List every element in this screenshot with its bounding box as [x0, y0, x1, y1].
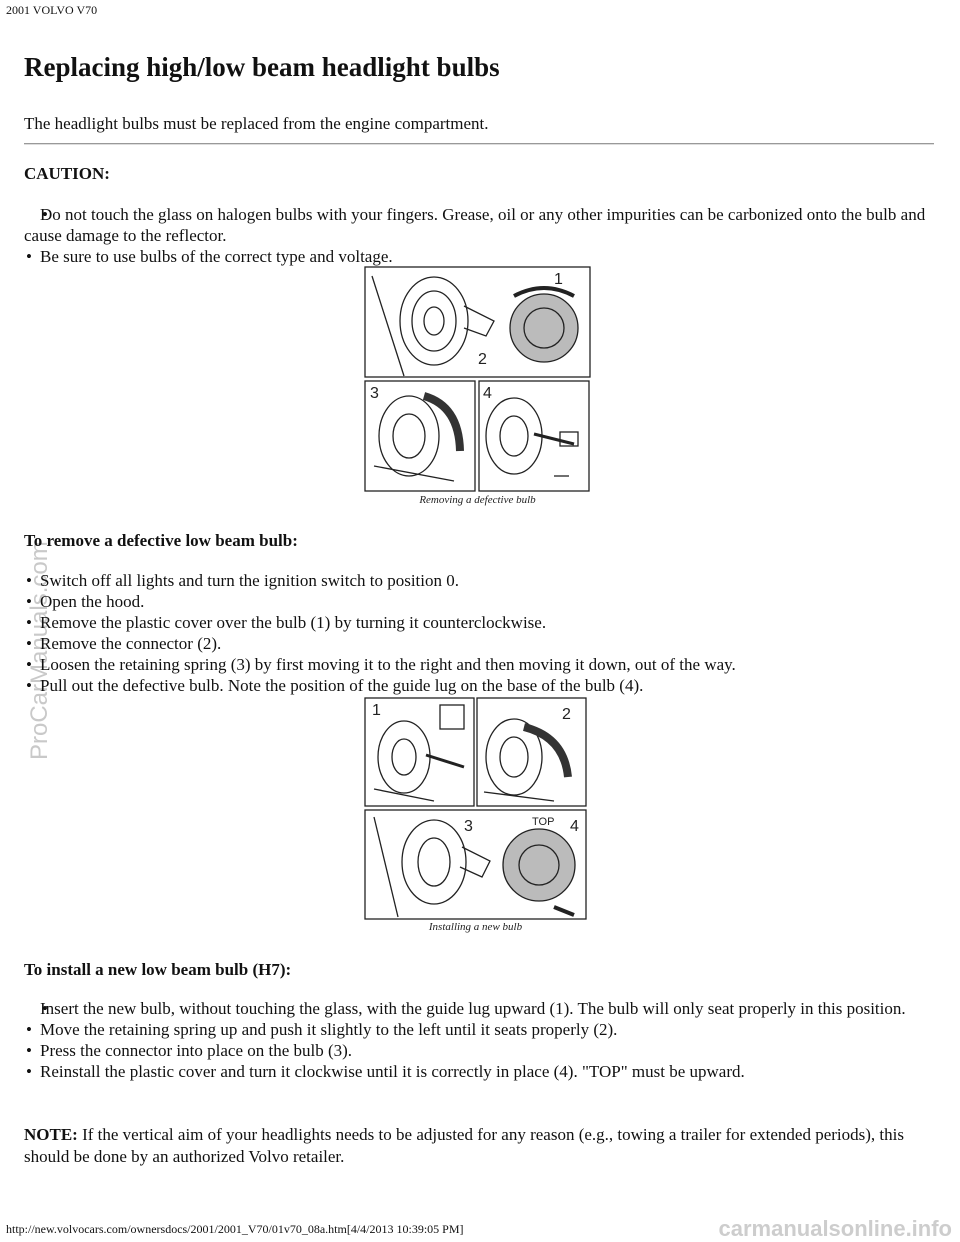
page-footer-url: http://new.volvocars.com/ownersdocs/2001/2001_V70/01v70_08a.htm[4/4/2013 10:39:05 PM]	[6, 1222, 464, 1236]
fig1-label-3: 3	[370, 385, 379, 402]
fig2-label-2: 2	[562, 706, 571, 723]
caution-heading: CAUTION:	[24, 164, 110, 183]
list-item: • Loosen the retaining spring (3) by first moving it to the right and then moving it down, out of the way.	[24, 654, 936, 675]
fig2-label-4: 4	[570, 818, 579, 835]
list-item: • Be sure to use bulbs of the correct type and voltage.	[24, 246, 936, 267]
figure-removing-bulb	[364, 266, 591, 506]
list-item: • Reinstall the plastic cover and turn it clockwise until it is correctly in place (4). "TOP" must be upward.	[24, 1061, 936, 1082]
fig1-label-1: 1	[554, 271, 563, 288]
remove-list	[24, 570, 936, 696]
list-item: • Remove the plastic cover over the bulb (1) by turning it counterclockwise.	[24, 612, 936, 633]
note-text: If the vertical aim of your headlights needs to be adjusted for any reason (e.g., towing a trailer for extended periods), this should be done by an authorized Volvo retailer.	[24, 1125, 904, 1166]
side-watermark: ProCarManuals.com	[26, 541, 53, 760]
install-illustration	[364, 697, 587, 921]
list-item: • Pull out the defective bulb. Note the position of the guide lug on the base of the bulb (4).	[24, 675, 936, 696]
list-item: • Insert the new bulb, without touching the glass, with the guide lug upward (1). The bulb will only seat properly in this position.	[24, 998, 936, 1019]
remove-heading: To remove a defective low beam bulb:	[24, 531, 298, 550]
fig2-label-1: 1	[372, 702, 381, 719]
fig2-top-label: TOP	[532, 816, 555, 828]
list-item: • Do not touch the glass on halogen bulbs with your fingers. Grease, oil or any other impurities can be carbonized onto the bulb and cause damage to the reflector.	[24, 204, 936, 246]
install-heading: To install a new low beam bulb (H7):	[24, 960, 292, 979]
intro-text: The headlight bulbs must be replaced from the engine compartment.	[24, 114, 489, 133]
note-paragraph	[24, 1124, 924, 1168]
list-item: • Remove the connector (2).	[24, 633, 936, 654]
corner-watermark: carmanualsonline.info	[718, 1216, 952, 1241]
figure-installing-bulb	[364, 697, 587, 933]
fig2-label-3: 3	[464, 818, 473, 835]
figure-caption: Installing a new bulb	[428, 921, 523, 933]
page-header: 2001 VOLVO V70	[6, 3, 98, 17]
note-label: NOTE:	[24, 1125, 78, 1144]
list-item: • Press the connector into place on the bulb (3).	[24, 1040, 936, 1061]
fig1-label-2: 2	[478, 351, 487, 368]
list-item: • Move the retaining spring up and push it slightly to the left until it seats properly (2).	[24, 1019, 936, 1040]
horizontal-rule	[24, 143, 934, 145]
install-list	[24, 998, 936, 1082]
caution-list	[24, 204, 936, 267]
fig1-label-4: 4	[483, 385, 492, 402]
page-title: Replacing high/low beam headlight bulbs	[24, 52, 500, 82]
removal-illustration	[364, 266, 591, 494]
figure-caption: Removing a defective bulb	[419, 494, 536, 506]
list-item: • Open the hood.	[24, 591, 936, 612]
list-item: • Switch off all lights and turn the ignition switch to position 0.	[24, 570, 936, 591]
